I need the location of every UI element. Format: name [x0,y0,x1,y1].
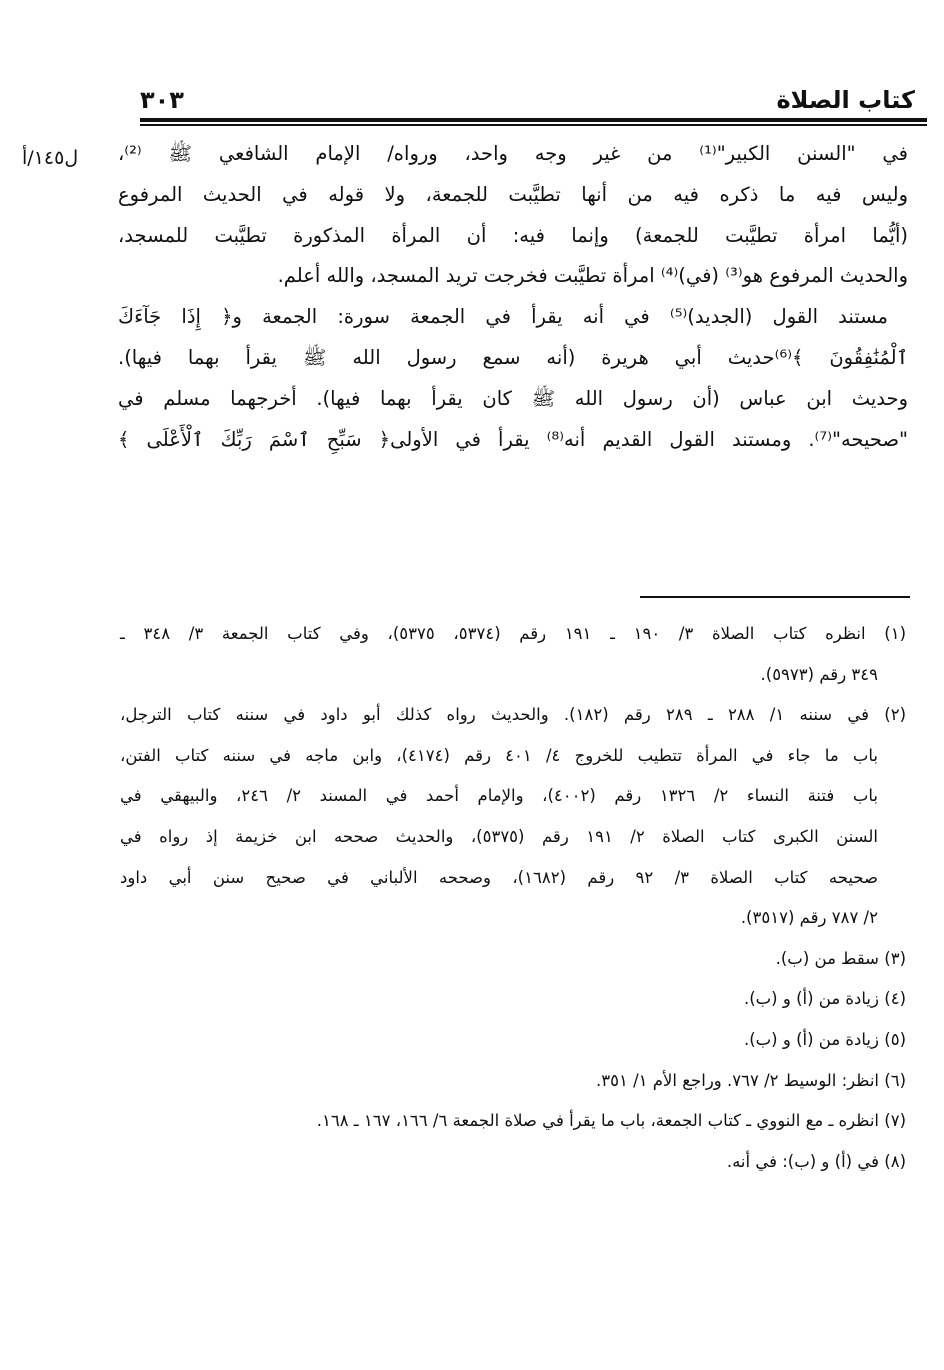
footnote-line: ٢/ ٧٨٧ رقم (٣٥١٧). [740,908,878,928]
manuscript-folio-note: ل١٤٥/أ [22,147,79,169]
footnote-line: (٣) سقط من (ب). [775,948,906,968]
page-number: ٣٠٣ [140,86,184,114]
footnote-line: ٣٤٩ رقم (٥٩٧٣). [760,664,878,684]
footnote-separator [640,596,910,598]
footnotes [120,614,906,1182]
text-line: مستند القول (الجديد)⁽⁵⁾ في أنه يقرأ في الجمعة سورة: الجمعة و﴿ إِذَا جَآءَكَ [118,305,888,329]
footnote-line: باب ما جاء في المرأة تتطيب للخروج ٤/ ٤٠١ رقم (٤١٧٤)، وابن ماجه في سننه كتاب الفتن، [120,745,879,765]
footnote-line: (٧) انظره ـ مع النووي ـ كتاب الجمعة، باب ما يقرأ في صلاة الجمعة ٦/ ١٦٦، ١٦٧ ـ ١٦٨. [316,1111,906,1131]
footnote-line: (١) انظره كتاب الصلاة ٣/ ١٩٠ ـ ١٩١ رقم (٥٣٧٤، ٥٣٧٥)، وفي كتاب الجمعة ٣/ ٣٤٨ ـ [120,624,906,643]
footnote-line: (٢) في سننه ١/ ٢٨٨ ـ ٢٨٩ رقم (١٨٢). والحديث رواه كذلك أبو داود في سننه كتاب الترجل، [120,705,907,725]
text-line: ٱلْمُنَٰفِقُونَ ﴾⁽⁶⁾حديث أبي هريرة (أنه سمع رسول الله ﷺ يقرأ بهما فيها). [118,345,908,369]
text-line: وليس فيه ما ذكره فيه من أنها تطيَّبت للجمعة، ولا قوله في الحديث المرفوع [118,182,908,206]
footnote-line: السنن الكبرى كتاب الصلاة ٢/ ١٩١ رقم (٥٣٧٥)، والحديث صححه ابن خزيمة إذ رواه في [120,826,878,846]
header-rule-thin [140,124,927,126]
header-rule-thick [140,118,927,122]
footnote-line: (٨) في (أ) و (ب): في أنه. [726,1151,906,1171]
running-header [140,82,927,118]
footnote-line: باب فتنة النساء ٢/ ١٣٢٦ رقم (٤٠٠٢)، والإمام أحمد في المسند ٢/ ٢٤٦، والبيهقي في [120,786,878,806]
footnote-line: (٦) انظر: الوسيط ٢/ ٧٦٧. وراجع الأم ١/ ٣٥١. [596,1070,906,1090]
text-line: في "السنن الكبير"⁽¹⁾ من غير وجه واحد، ورواه/ الإمام الشافعي ﷺ ⁽²⁾، [118,142,908,165]
text-line: "صحيحه"⁽⁷⁾. ومستند القول القديم أنه⁽⁸⁾ يقرأ في الأولى﴿ سَبِّحِ ٱسْمَ رَبِّكَ ٱلْأَعْلَى ﴾ [118,427,908,451]
footnote-line: (٥) زيادة من (أ) و (ب). [743,1029,906,1049]
footnote-line: (٤) زيادة من (أ) و (ب). [743,989,906,1009]
chapter-title: كتاب الصلاة [776,86,915,114]
text-line: وحديث ابن عباس (أن رسول الله ﷺ كان يقرأ بهما فيها). أخرجهما مسلم في [118,386,908,410]
main-text [118,134,908,460]
text-line: (أيُّما امرأة تطيَّبت للجمعة) وإنما فيه: أن المرأة المذكورة تطيَّبت للمسجد، [118,223,908,247]
text-line: والحديث المرفوع هو⁽³⁾ (في)⁽⁴⁾ امرأة تطيَّبت فخرجت تريد المسجد، والله أعلم. [277,264,908,288]
footnote-line: صحيحه كتاب الصلاة ٣/ ٩٢ رقم (١٦٨٢)، وصححه الألباني في صحيح سنن أبي داود [120,867,878,887]
